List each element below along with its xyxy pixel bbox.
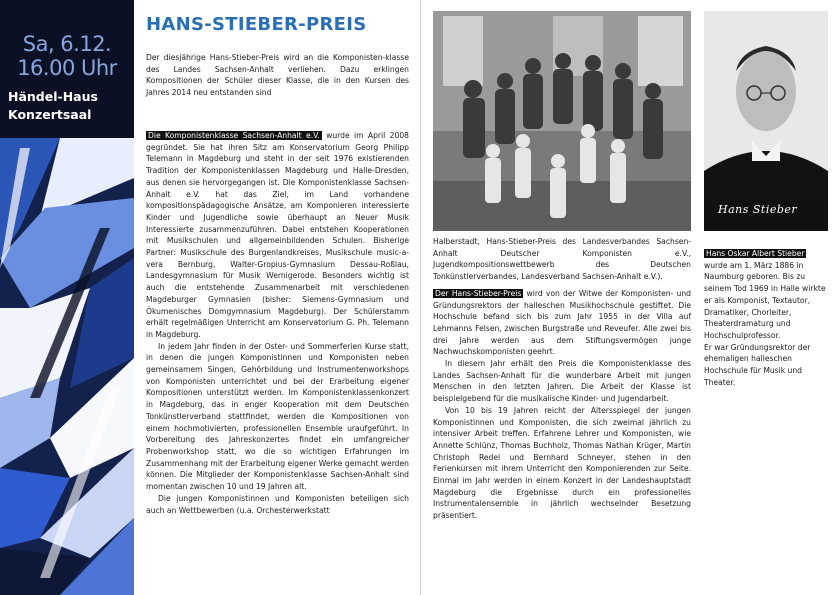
middle-text-column xyxy=(433,236,691,522)
column-divider xyxy=(420,0,421,595)
abstract-artwork xyxy=(0,138,134,595)
left-paragraph-3: Die jungen Komponistinnen und Komponisten beteiligen sich auch an Wettbewerben (u.a. Orchesterwerkstatt xyxy=(146,493,409,515)
highlight-komponistenklasse: Die Komponistenklasse Sachsen-Anhalt e.V. xyxy=(148,131,320,140)
middle-paragraph-1-text: wird von der Witwe der Komponisten- und Gründungsrektors der halleschen Musikhochschule gestiftet. Die Hochschule befand sich bis zum Jahr 1955 in der Villa auf Lehmanns Felsen, zwischen Burgstraße und Reveufer. Alle zwei bis drei Jahre werden aus dem Stiftungsvermögen junge Nachwuchskomponisten geehrt. xyxy=(433,288,691,357)
sidebar-artwork-panel xyxy=(0,0,134,595)
venue-hall: Konzertsaal xyxy=(8,107,92,122)
right-paragraph-1-text: wurde am 1. März 1886 in Naumburg geboren. Bis zu seinem Tod 1969 in Halle wirkte er als Komponist, Textautor, Dramatiker, Chorleiter, Theaterdramaturg und Hochschulprofessor. xyxy=(704,260,826,340)
right-text-column xyxy=(704,248,828,388)
left-text-column xyxy=(146,130,409,516)
page-title: HANS-STIEBER-PREIS xyxy=(146,14,367,35)
left-paragraph-2: In jedem Jahr finden in der Oster- und Sommerferien Kurse statt, in denen die jungen Komponistinnen und Komponisten neben gemeinsamem Singen, Gehörbildung und Instrumentenworkshops von Komponisten unterrichtet und bei der Erarbeitung eigener Kompositionen unterstützt werden. Im Komponistenklassenkonzert in Magdeburg, das in enger Kooperation mit dem Deutschen Tonkünstlerverband stattfindet, werden die Kompositionen von einem hochmotivierten, professionellen Ensemble uraufgeführt. In Vorbereitung des Jahreskonzertes findet ein umfangreicher Probenworkshop statt, wo die so wichtigen Erfahrungen im Zusammenhang mit der Erarbeitung eigener Werke gemacht werden können. Die Mitglieder der Komponistenklasse Sachsen-Anhalt sind momentan zwischen 10 und 19 Jahren alt. xyxy=(146,341,409,492)
intro-paragraph: Der diesjährige Hans-Stieber-Preis wird an die Komponisten-klasse des Landes Sachsen-Anhalt verliehen. Dazu erklingen Kompositionen der Schüler dieser Klasse, die in den Kursen des Jahres 2014 neu entstanden sind xyxy=(146,53,409,98)
event-time: 16.00 Uhr xyxy=(17,56,117,80)
middle-paragraph-1 xyxy=(433,288,691,358)
right-paragraph-2: Er war Gründungsrektor der ehemaligen halleschen Hochschule für Musik und Theater. xyxy=(704,342,811,387)
event-info-block xyxy=(0,0,134,138)
intro-text xyxy=(146,52,409,99)
venue-name: Händel-Haus xyxy=(8,89,98,104)
middle-paragraph-2: In diesem Jahr erhält den Preis die Komponistenklasse des Landes Sachsen-Anhalt für die wunderbare Arbeit mit jungen Menschen in den letzten Jahren. Die Arbeit der Klasse ist beispielgebend für die musikalische Kinder- und Jugendarbeit. xyxy=(433,359,691,404)
highlight-hans-stieber-preis: Der Hans-Stieber-Preis xyxy=(435,288,522,298)
middle-paragraph-0: Halberstadt, Hans-Stieber-Preis des Landesverbandes Sachsen-Anhalt Deutscher Komponisten e.V., Jugendkompositionswettbewerb des Deutschen Tonkünstlerverbandes, Landesverband Sachsen-Anhalt e.V.). xyxy=(433,237,691,282)
middle-paragraph-3: Von 10 bis 19 Jahren reicht der Altersspiegel der jungen Komponistinnen und Komponisten, die sich zweimal jährlich zu intensiver Arbeit treffen. Erfahrene Lehrer und Komponisten, wie Annette Schlünz, Thomas Buchholz, Thomas Nathan Krüger, Martin Christoph Redel und Bernhard Schneyer, stehen in den Ferienkursen mit ihrem Unterricht den Komponierenden zur Seite. Einmal im Jahr werden in einem Konzert in der Landeshauptstadt Magdeburg die Ergebnisse durch ein professionelles Instrumentalensemble in jährlich wechselnder Besetzung präsentiert. xyxy=(433,405,691,521)
left-paragraph-1 xyxy=(146,130,409,341)
group-photo xyxy=(433,11,691,231)
event-date: Sa, 6.12. xyxy=(22,32,112,56)
left-paragraph-1-text: wurde im April 2008 gegründet. Sie hat ihren Sitz am Konservatorium Georg Philipp Telemann in Magdeburg und steht in der seit 1976 existierenden Tradition der Komponistenklassen Magdeburg und Halle-Dresden, aus denen sie hervorgegangen ist. Die Komponistenklasse Sachsen-Anhalt e.V. hat das Ziel, im Land vorhandene kompositionspädagogische Ansätze, am Komponieren interessierte Kinder und Jugendliche sowie überhaupt an Neuer Musik Interessierte zusammenzuführen. Dabei entstehen Kooperationen mit Musikschulen und allgemeinbildenden Schulen. Bisherige Partner: Musikschule des Burgenlandkreises, Musikschule music-a-vera Bernburg, Walter-Gropius-Gymnasium Dessau-Roßlau, Landesgymnasium für Musik Wernigerode. Besonders wichtig ist auch die entstehende Zusammenarbeit mit verschiedenen Magdeburger Gymnasien (bisher: Siemens-Gymnasium und Ökumenisches Domgymnasium Magdeburg). Der Schülerstamm erhält regelmäßigen Unterricht am Konservatorium G. Ph. Telemann in Magdeburg. xyxy=(146,131,409,339)
portrait-photo xyxy=(704,11,828,231)
right-paragraph-1 xyxy=(704,248,828,342)
highlight-hans-oskar-albert-stieber: Hans Oskar Albert Stieber xyxy=(706,249,805,258)
portrait-signature: Hans Stieber xyxy=(718,203,798,216)
